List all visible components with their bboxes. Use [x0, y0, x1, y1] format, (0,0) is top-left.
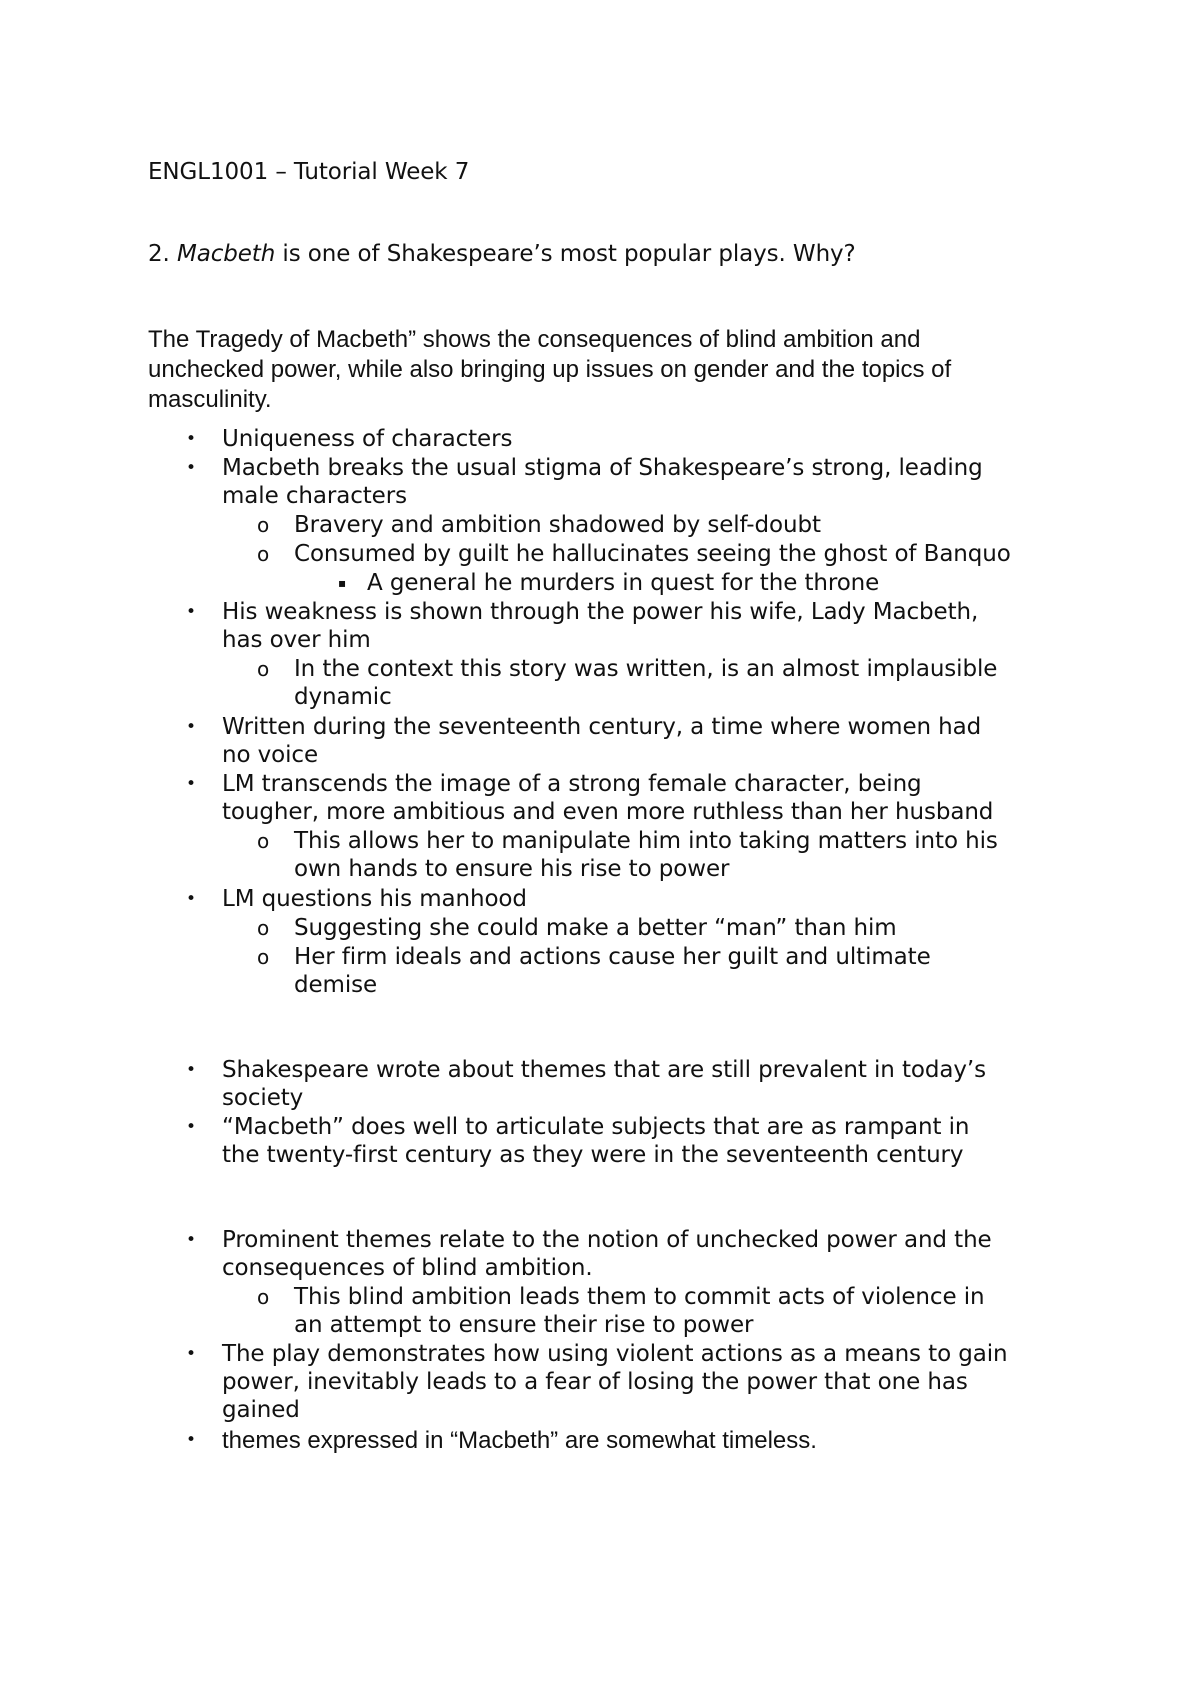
list-item-continuation: has over him — [222, 627, 371, 653]
list-item: The play demonstrates how using violent actions as a means to gain — [222, 1341, 1008, 1367]
list-item: His weakness is shown through the power his wife, Lady Macbeth, — [222, 599, 979, 625]
sub-list-item-continuation: own hands to ensure his rise to power — [294, 856, 730, 882]
bullet-marker: • — [186, 717, 197, 737]
list-item: “Macbeth” does well to articulate subjects that are as rampant in — [222, 1114, 970, 1140]
list-item: LM transcends the image of a strong female character, being — [222, 771, 922, 797]
question-number: 2. — [148, 241, 170, 267]
sub-list-item-continuation: an attempt to ensure their rise to power — [294, 1312, 754, 1338]
list-item: Macbeth breaks the usual stigma of Shakespeare’s strong, leading — [222, 455, 983, 481]
list-item-continuation: gained — [222, 1397, 300, 1423]
list-item-continuation: male characters — [222, 483, 407, 509]
sub-list-item: This blind ambition leads them to commit acts of violence in — [294, 1284, 985, 1310]
sub-bullet-marker: o — [257, 916, 270, 940]
sub-bullet-marker: o — [257, 513, 270, 537]
bullet-marker: • — [186, 458, 197, 478]
bullet-marker: • — [186, 429, 197, 449]
sub-bullet-marker: o — [257, 829, 270, 853]
question-play-title: Macbeth — [176, 241, 276, 267]
list-item: Shakespeare wrote about themes that are still prevalent in today’s — [222, 1057, 986, 1083]
sub-sub-bullet-marker: ▪ — [338, 576, 347, 590]
bullet-marker: • — [186, 1060, 197, 1080]
sub-list-item-continuation: demise — [294, 972, 378, 998]
list-item: themes expressed in “Macbeth” are somewhat timeless. — [222, 1427, 817, 1454]
bullet-marker: • — [186, 1230, 197, 1250]
list-item-continuation: society — [222, 1085, 304, 1111]
sub-list-item: Consumed by guilt he hallucinates seeing the ghost of Banquo — [294, 541, 1011, 567]
list-item: Uniqueness of characters — [222, 426, 513, 452]
list-item: Prominent themes relate to the notion of unchecked power and the — [222, 1227, 992, 1253]
list-item-continuation: no voice — [222, 742, 319, 768]
sub-list-item: Her firm ideals and actions cause her guilt and ultimate — [294, 944, 931, 970]
bullet-marker: • — [186, 1344, 197, 1364]
list-item-continuation: tougher, more ambitious and even more ruthless than her husband — [222, 799, 994, 825]
sub-list-item: Bravery and ambition shadowed by self-doubt — [294, 512, 821, 538]
bullet-marker: • — [186, 602, 197, 622]
sub-bullet-marker: o — [257, 945, 270, 969]
sub-list-item-continuation: dynamic — [294, 684, 392, 710]
bullet-marker: • — [186, 774, 197, 794]
intro-line: masculinity. — [148, 386, 272, 413]
list-item: LM questions his manhood — [222, 886, 527, 912]
sub-bullet-marker: o — [257, 1285, 270, 1309]
sub-sub-list-item: A general he murders in quest for the throne — [367, 570, 880, 596]
question-text: is one of Shakespeare’s most popular plays. Why? — [275, 241, 856, 267]
sub-list-item: This allows her to manipulate him into taking matters into his — [294, 828, 998, 854]
intro-line: unchecked power, while also bringing up issues on gender and the topics of — [148, 356, 952, 383]
list-item-continuation: consequences of blind ambition. — [222, 1255, 593, 1281]
question-line — [148, 240, 856, 269]
sub-list-item: In the context this story was written, is an almost implausible — [294, 656, 998, 682]
sub-list-item: Suggesting she could make a better “man” than him — [294, 915, 897, 941]
list-item-continuation: the twenty-first century as they were in the seventeenth century — [222, 1142, 964, 1168]
intro-line: The Tragedy of Macbeth” shows the consequences of blind ambition and — [148, 326, 921, 353]
bullet-marker: • — [186, 1117, 197, 1137]
bullet-marker: • — [186, 889, 197, 909]
sub-bullet-marker: o — [257, 657, 270, 681]
document-title: ENGL1001 – Tutorial Week 7 — [148, 159, 470, 185]
bullet-marker: • — [186, 1430, 197, 1450]
list-item-continuation: power, inevitably leads to a fear of losing the power that one has — [222, 1369, 968, 1395]
sub-bullet-marker: o — [257, 542, 270, 566]
list-item: Written during the seventeenth century, a time where women had — [222, 714, 982, 740]
